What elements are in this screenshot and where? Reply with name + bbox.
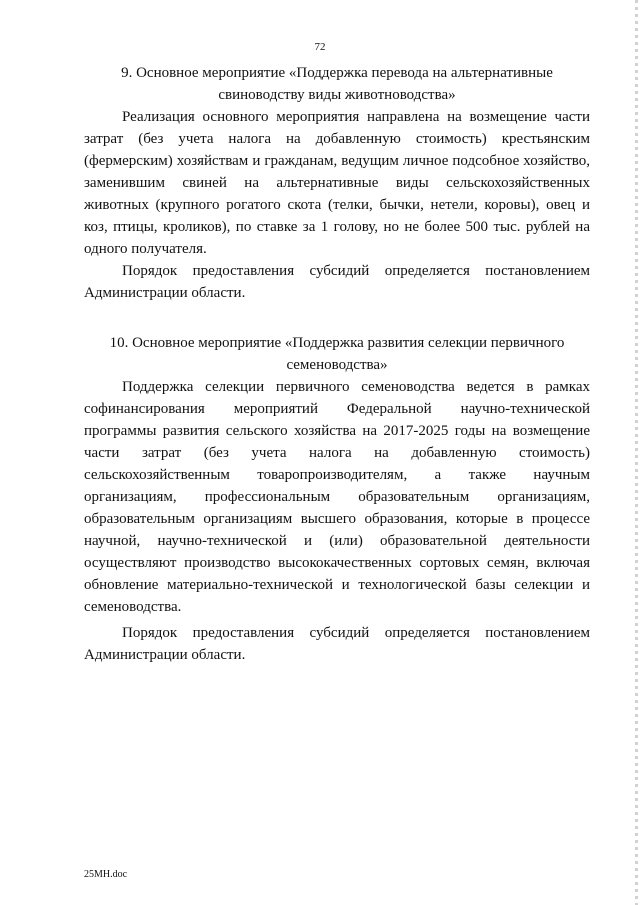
section-9-heading-line-1: 9. Основное мероприятие «Поддержка перевода на альтернативные (121, 65, 553, 81)
footer-filename: 25МН.doc (84, 869, 128, 880)
section-9-paragraph-1: Реализация основного мероприятия направлена на возмещение части затрат (без учета налога на добавленную стоимость) крестьянским (фермерским) хозяйствам и гражданам, ведущим личное подсобное хозяйство, заменившим свиней на альтернативные виды сельскохозяйственных животных (крупного рогатого скота (телки, бычки, нетели, коровы), овец и коз, птицы, кроликов), по ставке за 1 голову, но не более 500 тыс. рублей на одного получателя. (84, 109, 590, 257)
scan-edge-mark (635, 0, 638, 905)
section-10-heading-line-2: семеноводства» (286, 357, 388, 373)
section-9-heading (84, 62, 590, 106)
section-10-heading (84, 332, 590, 376)
document-body (84, 62, 590, 666)
section-9-heading-line-2: свиноводству виды животноводства» (218, 87, 456, 103)
section-10-heading-line-1: 10. Основное мероприятие «Поддержка развития селекции первичного (109, 335, 565, 351)
section-10-paragraph-2: Порядок предоставления субсидий определяется постановлением Администрации области. (84, 625, 590, 663)
section-9-paragraph-2: Порядок предоставления субсидий определяется постановлением Администрации области. (84, 263, 590, 301)
section-10-paragraph-1: Поддержка селекции первичного семеноводства ведется в рамках софинансирования мероприятий Федеральной научно-технической программы развития сельского хозяйства на 2017-2025 годы на возмещение части затрат (без учета налога на добавленную стоимость) сельскохозяйственным товаропроизводителям, а также научным организациям, профессиональным образовательным организациям, образовательным организациям высшего образования, которые в процессе научной, научно-технической и (или) образовательной деятельности осуществляют производство высококачественных сортовых семян, включая обновление материально-технической и технологической базы селекции и семеноводства. (84, 379, 590, 615)
page-number: 72 (314, 41, 326, 53)
